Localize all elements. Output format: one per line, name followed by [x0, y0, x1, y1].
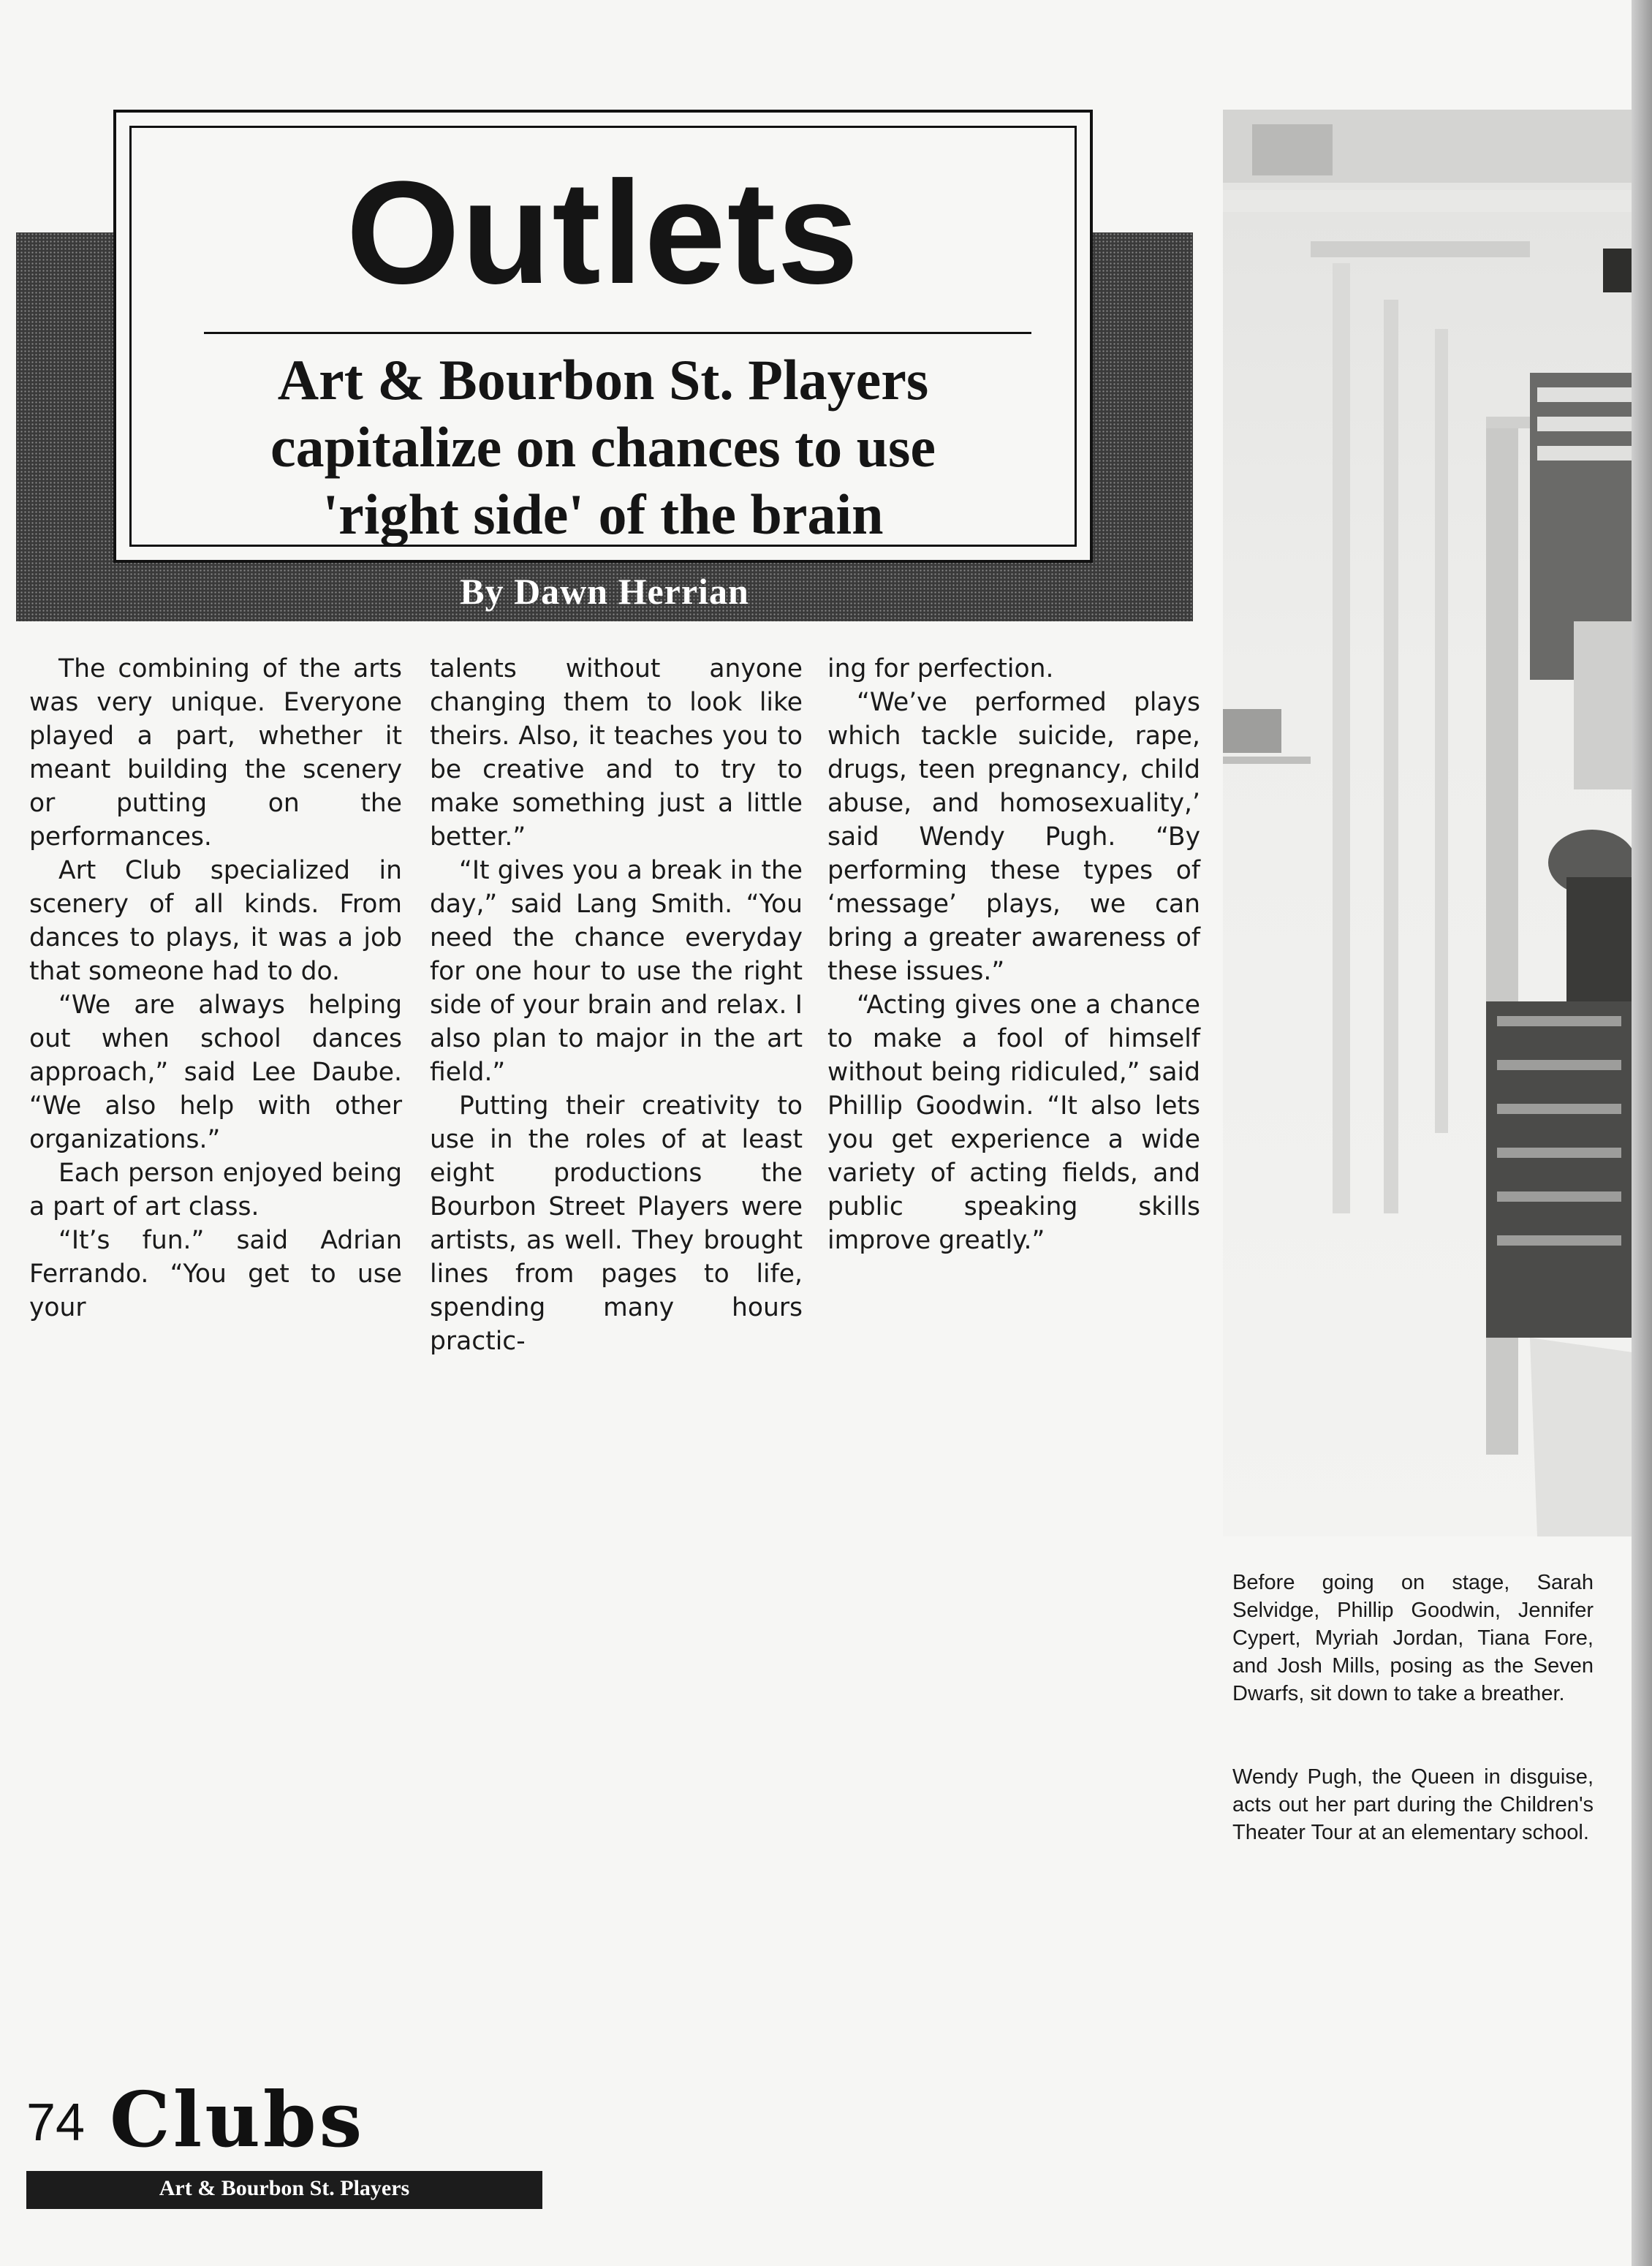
paragraph: Putting their creativity to use in the roles of at least eight productions the Bourbon Street Players were artists, as well. They brought lines from pages to life, spending many hours practic-: [430, 1091, 803, 1356]
footer-bar: [26, 2171, 542, 2209]
paragraph: Each person enjoyed being a part of art class.: [29, 1159, 402, 1221]
page-title: Outlets: [346, 151, 860, 314]
subtitle: [116, 346, 1090, 548]
article-column-2: [430, 652, 803, 1358]
paragraph: Art Club specialized in scenery of all kinds. From dances to plays, it was a job that someone had to do.: [29, 856, 402, 986]
paragraph: The combining of the arts was very unique. Everyone played a part, whether it meant building the scenery or putting on the performances.: [29, 654, 402, 852]
photo-illustration: [1223, 110, 1632, 1536]
paragraph: “We are always helping out when school dances approach,” said Lee Daube. “We also help with other organizations.”: [29, 990, 402, 1154]
paragraph: talents without anyone changing them to look like theirs. Also, it teaches you to be creative and to try to make something just a little better.”: [430, 654, 803, 852]
page-edge-shadow: [1632, 0, 1652, 2266]
title-divider: [204, 332, 1031, 334]
paragraph: ing for perfection.: [827, 654, 1054, 683]
article-column-3: [827, 652, 1200, 1257]
subtitle-line: Art & Bourbon St. Players: [277, 348, 929, 412]
title-box: [113, 110, 1093, 563]
subtitle-line: 'right side' of the brain: [322, 482, 884, 546]
paragraph: “It gives you a break in the day,” said Lang Smith. “You need the chance everyday for one hour to use the right side of your brain and relax. I also plan to major in the art field.”: [430, 856, 803, 1087]
footer-subsection: Art & Bourbon St. Players: [159, 2176, 410, 2200]
page-number: 74: [26, 2093, 86, 2152]
article-column-1: [29, 652, 402, 1325]
paragraph: “It’s fun.” said Adrian Ferrando. “You get to use your: [29, 1226, 402, 1322]
photo-caption-2: Wendy Pugh, the Queen in disguise, acts out her part during the Children's Theater Tour at an elementary school.: [1232, 1765, 1594, 1844]
photo-seven-dwarfs: [1223, 110, 1632, 1536]
paragraph: “Acting gives one a chance to make a fool of himself without being ridiculed,” said Phillip Goodwin. “It also lets you get experience a wide variety of acting fields, and public speaking skills improve greatly.”: [827, 990, 1200, 1255]
section-name: Clubs: [110, 2074, 365, 2164]
subtitle-line: capitalize on chances to use: [270, 415, 936, 479]
photo-caption-1: Before going on stage, Sarah Selvidge, Phillip Goodwin, Jennifer Cypert, Myriah Jordan, Tiana Fore, and Josh Mills, posing as the Seven Dwarfs, sit down to take a breather.: [1232, 1571, 1594, 1705]
paragraph: “We’ve performed plays which tackle suicide, rape, drugs, teen pregnancy, child abuse, and homosexuality,’ said Wendy Pugh. “By performing these types of ‘message’ plays, we can bring a greater awareness of these issues.”: [827, 688, 1200, 986]
byline: By Dawn Herrian: [460, 571, 749, 612]
